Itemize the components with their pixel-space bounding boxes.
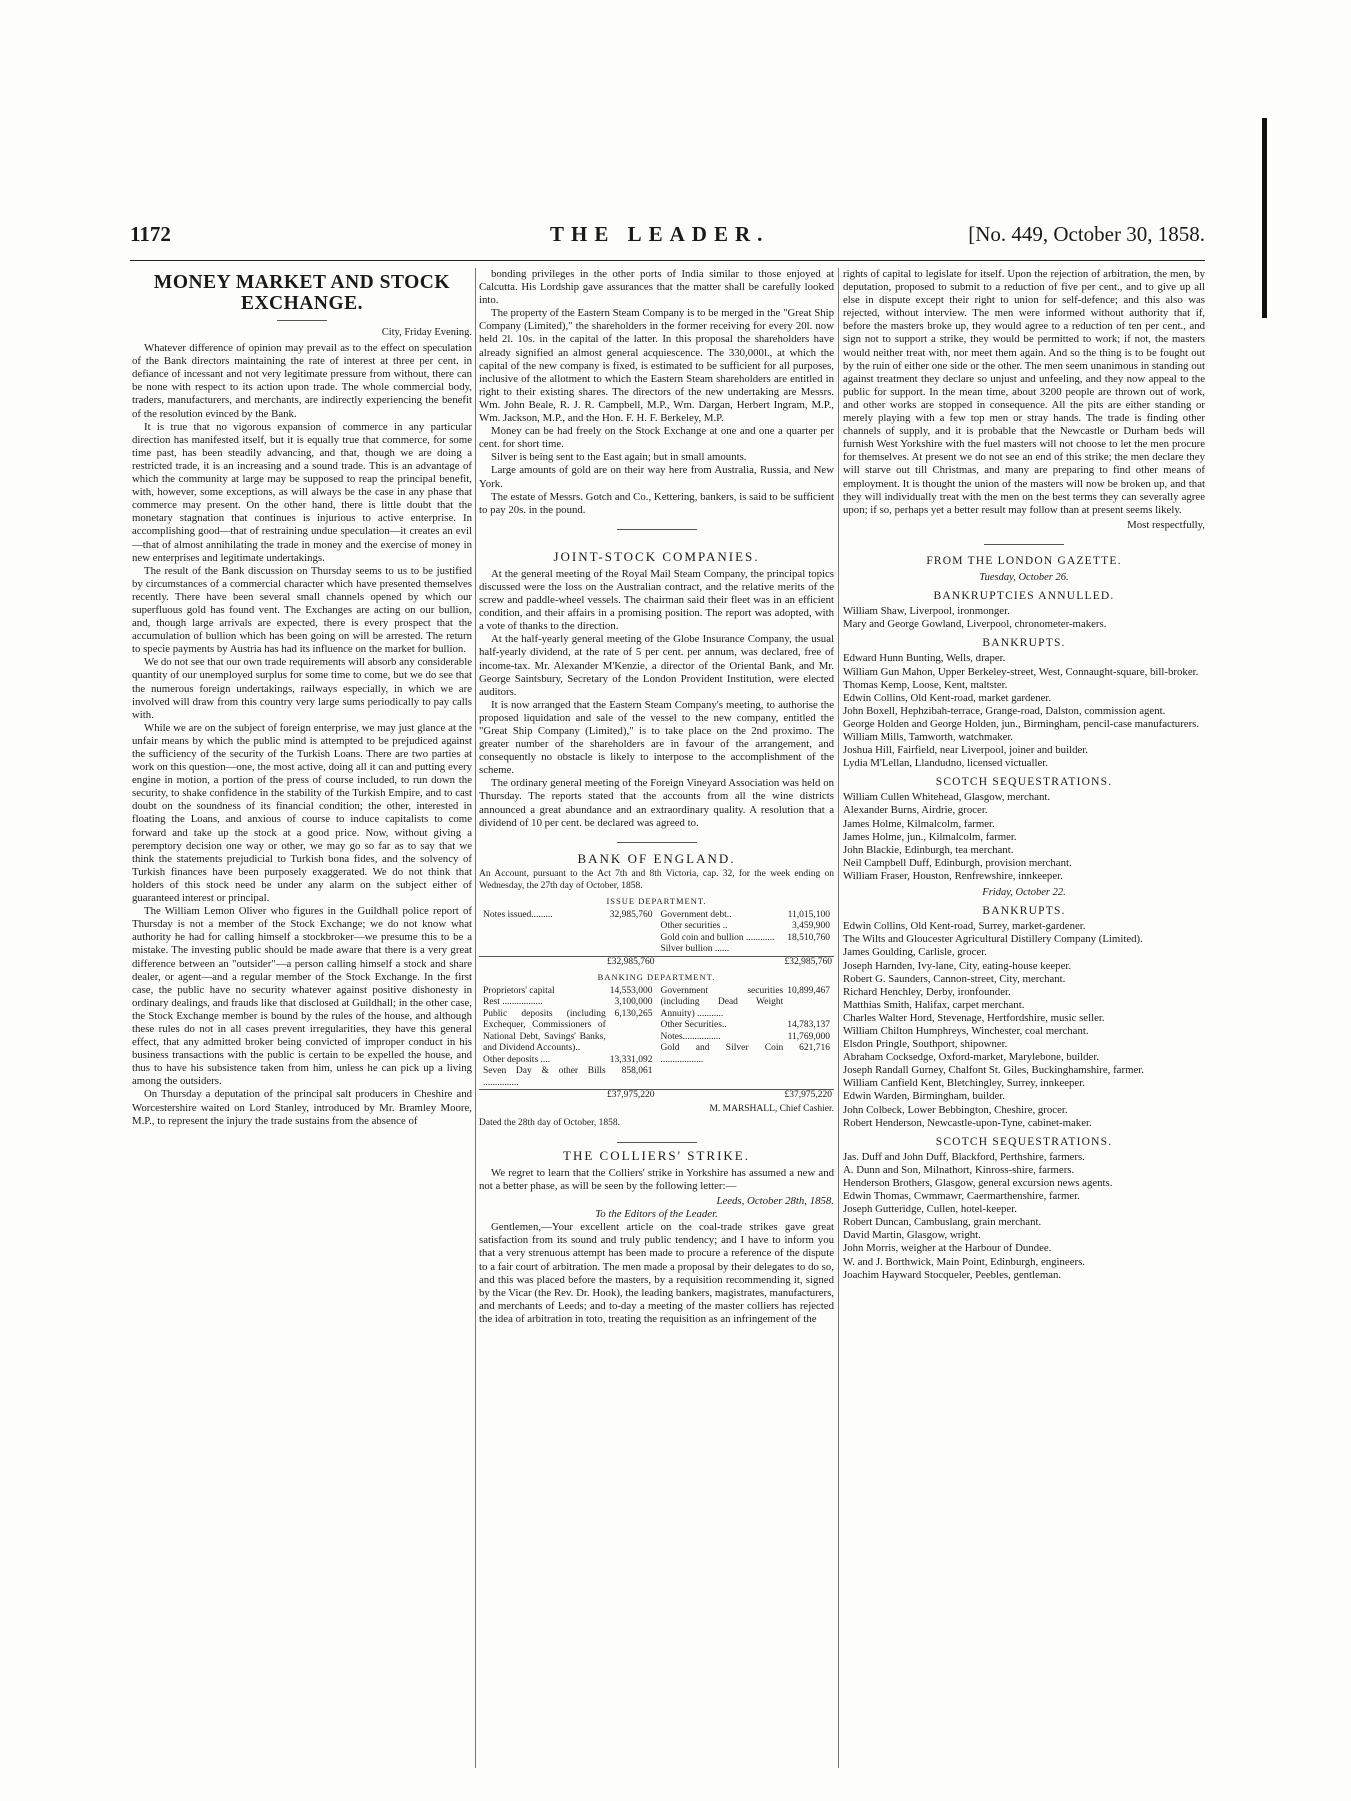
row-value: 6,130,265	[614, 1008, 653, 1019]
list-item: Richard Henchley, Derby, ironfounder.	[843, 985, 1011, 998]
list-item: John Boxell, Hephzibah-terrace, Grange-road, Dalston, commission agent.	[843, 704, 1166, 717]
page-number: 1172	[130, 222, 171, 246]
divider	[617, 842, 697, 843]
paragraph: Silver is being sent to the East again; but in small amounts.	[491, 451, 747, 464]
subsection-title: SCOTCH SEQUESTRATIONS.	[935, 1135, 1113, 1148]
list-item: Joseph Randall Gurney, Chalfont St. Giles, Buckinghamshire, farmer.	[843, 1064, 1144, 1077]
table-row	[659, 933, 833, 945]
table-row	[481, 1009, 655, 1055]
banking-department-title: BANKING DEPARTMENT.	[597, 972, 716, 983]
list	[843, 1151, 1205, 1282]
paragraph: Large amounts of gold are on their way here from Australia, Russia, and New York.	[479, 464, 834, 490]
list-item: William Cullen Whitehead, Glasgow, merchant.	[843, 791, 1051, 804]
issue-total-right: £32,985,760	[657, 956, 835, 968]
cashier-signature: M. MARSHALL, Chief Cashier.	[709, 1103, 834, 1114]
table-row	[481, 986, 655, 998]
list-item: Edwin Thomas, Cwmmawr, Caermarthenshire, farmer.	[843, 1190, 1080, 1203]
row-value: 18,510,760	[787, 932, 830, 943]
letter-body: Gentlemen,—Your excellent article on the coal-trade strikes gave great satisfaction from its sound and truly public tendency; and I have to inform you that a very strenuous attempt has been made to procure a reference of the dispute to a fair court of arbitration. The men made a proposal by their delegates to do so, and this was placed before the masters, by a requisition recommending it, signed by the Vicar (the Rev. Dr. Hook), the leading bankers, magistrates, manufacturers, and merchants of Leeds; and to-day a meeting of the master colliers has rejected the idea of arbitration in toto, treating the requisition as an infringement of the	[479, 1221, 834, 1325]
list-item: William Gun Mahon, Upper Berkeley-street, West, Connaught-square, bill-broker.	[843, 665, 1199, 678]
list-item: Robert Duncan, Cambuslang, grain merchant.	[843, 1216, 1042, 1229]
issue-table	[479, 910, 834, 969]
divider	[277, 320, 327, 321]
paragraph: Money can be had freely on the Stock Exchange at one and one a quarter per cent. for short time.	[479, 425, 834, 451]
row-value: 3,459,900	[792, 921, 830, 932]
list-item: William Fraser, Houston, Renfrewshire, innkeeper.	[843, 869, 1063, 882]
list-item: George Holden and George Holden, jun., Birmingham, pencil-case manufacturers.	[843, 717, 1200, 730]
list-item: William Shaw, Liverpool, ironmonger.	[843, 605, 1010, 618]
paragraph: The property of the Eastern Steam Company is to be merged in the "Great Ship Company (Limited)," the shareholders in the former receiving for every 20l. now held 2l. 10s. in the capital of the latter. In this proposal the shareholders have already signified an almost general acquiescence. The 330,000l., at which the capital of the new company is fixed, is estimated to be sufficient for all purposes, inclusive of the allotment to which the Eastern Steam shareholders are entitled in right to their existing shares. The directors of the new undertaking are Messrs. Wm. John Beale, R. J. R. Campbell, M.P., Wm. Dargan, Herbert Ingram, M.P., Wm. Jackson, M.P., and the Hon. F. H. F. Berkeley, M.P.	[479, 307, 834, 425]
row-value: 13,331,092	[609, 1054, 653, 1065]
row-value: 858,061	[621, 1066, 653, 1077]
list	[843, 920, 1205, 1130]
bank-intro: An Account, pursuant to the Act 7th and 8th Victoria, cap. 32, for the week ending on Wednesday, the 27th day of October, 1858.	[479, 869, 834, 891]
list-item: Thomas Kemp, Loose, Kent, maltster.	[843, 678, 1008, 691]
list-item: A. Dunn and Son, Milnathort, Kinross-shire, farmers.	[843, 1163, 1075, 1176]
table-row	[481, 1055, 655, 1067]
table-row	[659, 944, 833, 956]
list-item: Robert G. Saunders, Cannon-street, City, merchant.	[843, 972, 1066, 985]
list-item: Abraham Cocksedge, Oxford-market, Marylebone, builder.	[843, 1051, 1100, 1064]
list-item: Joseph Harnden, Ivy-lane, City, eating-house keeper.	[843, 959, 1072, 972]
paragraph: The result of the Bank discussion on Thursday seems to us to be justified by circumstances of a commercial character which have presented themselves recently. There have been several small channels opened by which our superfluous gold has found vent. The Exchanges are acting on our bullion, and, though large arrivals are expected, there is every prospect that the accumulation of bullion which has been going on will be arrested. The return to specie payments by Austria has had its influence on the market for bullion.	[132, 564, 472, 656]
row-value: 14,783,137	[787, 1020, 830, 1031]
subsection-title: BANKRUPTCIES ANNULLED.	[933, 590, 1115, 603]
table-row	[659, 910, 833, 922]
paragraph: While we are on the subject of foreign enterprise, we may just glance at the unfair means by which the public mind is attempted to be prejudiced against the sufficiency of the security of the Turkish Loans. There are two parties at work on this question—one, the most active, doing all it can and putting every engine in motion, a portion of the press of course included, to run down the security, to shake confidence in the stability of the Turkish Empire, and to cast doubt on the soundness of its financial condition; the other, interested in floating the Loans, and anxious of course to induce capitalists to come forward and take up the stock at a good price. Now, without giving a peremptory decision one way or other, we may go so far as to say that we think the statements prejudicial to Turkish bona fides, and the solvency of Turkish finances have been purposely exaggerated. We do not think that holders of this stock need be under any alarm on the subject either of guaranteed interest or principal.	[132, 721, 472, 905]
list-item: David Martin, Glasgow, wright.	[843, 1229, 981, 1242]
paragraph: It is true that no vigorous expansion of commerce in any particular direction has manifested itself, but it is equally true that commerce, for some time past, has been steadily advancing, and that, though we are doing a restricted trade, it is an increasing and a sound trade. This is an advantage of which the community at large may be supposed to reap the principal benefit, with, however, some exceptions, as will always be the case in any phase that commerce may present. On the other hand, there is little doubt that the monetary stagnation that continues is injurious to active enterprise. In accomplishing good—that of restraining undue speculation—it creates an evil—that of almost annihilating the trade in money and the exercise of money in new enterprises and legitimate undertakings.	[132, 420, 472, 564]
joint-stock-body	[479, 568, 834, 830]
column-rule	[838, 268, 839, 1768]
table-row	[659, 1020, 833, 1032]
row-value: 11,015,100	[787, 909, 830, 920]
row-label: Other Securities..	[660, 1020, 727, 1031]
scan-edge-mark	[1262, 118, 1267, 318]
column-money-market	[132, 268, 472, 1768]
row-value: 3,100,000	[614, 997, 653, 1008]
list-item: Edwin Warden, Birmingham, builder.	[843, 1090, 1006, 1103]
column-rule	[475, 268, 476, 1768]
paragraph: At the half-yearly general meeting of the Globe Insurance Company, the usual half-yearly dividend, at the rate of 5 per cent. per annum, was declared, free of income-tax. Mr. Alexander M'Kenzie, a director of the Oriental Bank, and Mr. George Saintsbury, Secretary of the London Provident Institution, were elected auditors.	[479, 633, 834, 698]
list-item: Elsdon Pringle, Southport, shipowner.	[843, 1038, 1008, 1051]
list-item: William Chilton Humphreys, Winchester, coal merchant.	[843, 1024, 1089, 1037]
strike-intro: We regret to learn that the Colliers' strike in Yorkshire has assumed a new and not a better phase, as will be seen by the following letter:—	[479, 1166, 834, 1192]
paragraph: bonding privileges in the other ports of India similar to those enjoyed at Calcutta. His Lordship gave assurances that the matter shall be carefully looked into.	[479, 268, 834, 307]
letter-closing: Most respectfully,	[1127, 518, 1205, 531]
list-item: James Holme, jun., Kilmalcolm, farmer.	[843, 830, 1017, 843]
section-title: THE COLLIERS' STRIKE.	[563, 1147, 750, 1163]
article-body	[479, 268, 834, 517]
table-row	[659, 921, 833, 933]
list-item: Matthias Smith, Halifax, carpet merchant.	[843, 998, 1025, 1011]
paragraph: On Thursday a deputation of the principal salt producers in Cheshire and Worcestershire waited on Lord Stanley, introduced by Mr. Bramley Moore, M.P., to represent the injury the trade sustains from the absence of	[132, 1088, 472, 1127]
list-item: John Blackie, Edinburgh, tea merchant.	[843, 843, 1014, 856]
dateline: City, Friday Evening.	[381, 327, 472, 338]
article-body	[132, 342, 472, 1128]
section-title: FROM THE LONDON GAZETTE.	[926, 554, 1122, 567]
row-value: 11,769,000	[787, 1031, 830, 1042]
subsection-title: BANKRUPTS.	[982, 637, 1066, 650]
list-item: Edward Hunn Bunting, Wells, draper.	[843, 652, 1006, 665]
row-label: Gold coin and bullion ............	[660, 932, 775, 943]
paragraph: Whatever difference of opinion may prevail as to the effect on speculation of the Bank directors maintaining the rate of interest at three per cent. in defiance of incessant and not very legitimate pressure from without, there can be none with respect to its action upon trade. The whole commercial body, traders, manufacturers, and merchants, are indirectly experiencing the benefit of the resolution evinced by the Bank.	[132, 342, 472, 420]
row-label: Other deposits ....	[483, 1054, 551, 1065]
list-item: Joseph Gutteridge, Cullen, hotel-keeper.	[843, 1203, 1017, 1216]
list-item: Charles Walter Hord, Stevenage, Hertfordshire, music seller.	[843, 1011, 1105, 1024]
section-title: JOINT-STOCK COMPANIES.	[553, 548, 760, 564]
list-item: William Mills, Tamworth, watchmaker.	[843, 731, 1014, 743]
banking-total-right: £37,975,220	[657, 1090, 835, 1102]
letter-continued: rights of capital to legislate for itself. Upon the rejection of arbitration, the men, by deputation, proposed to submit to a reduction of five per cent., and to give up all else in dispute except their right to union for self-defence; and this also was rejected, without interview. The men were informed without authority that if, before the masters broke up, they would agree to a reduction of ten per cent., and sign not to support a strike, they would be permitted to work; if not, the masters would neither treat with, nor meet them again. And so the thing is to be fought out by the ruin of either one side or the other. The men seem unanimous in standing out against treatment they declare so unjust and unfeeling, and they now appeal to the public for support. In the mean time, about 3200 people are thrown out of work, and other works are stopped in consequence. All the pits are either standing or merely playing with a few top men or stray hands. The trade is finding other channels of supply, and it is probable that the Newcastle or Durham beds will furnish West Yorkshire with the fuel masters will not choose to let the men procure for themselves. At present we do not see an end of this strike; the men declare they will starve out till Christmas, and many are preparing to find other means of employment. It is thought the union of the masters will now be broken up, and that they will individually treat with the men on the best terms they can severally agree upon; if so, perhaps yet a better result may follow than at present seems likely.	[843, 268, 1205, 516]
divider	[984, 544, 1064, 545]
issue-info: [No. 449, October 30, 1858.	[968, 222, 1205, 246]
row-label: Proprietors' capital	[483, 985, 555, 996]
table-row	[659, 986, 833, 1021]
list	[843, 791, 1205, 883]
table-row	[659, 1043, 833, 1066]
list-item: Edwin Collins, Old Kent-road, market gardener.	[843, 691, 1052, 704]
paragraph: The ordinary general meeting of the Foreign Vineyard Association was held on Thursday. The reports stated that the accounts from all the wine districts announced a great abundance and an extraordinary quality. A resolution that a dividend of 10 per cent. be declared was agreed to.	[479, 777, 834, 829]
bank-of-england-return	[479, 850, 834, 1130]
row-label: Public deposits (including Exchequer, Commissioners of National Debt, Savings' Banks, and Dividend Accounts)..	[483, 1008, 606, 1054]
list-item: Edwin Collins, Old Kent-road, Surrey, market-gardener.	[843, 920, 1086, 933]
bank-dated: Dated the 28th day of October, 1858.	[479, 1118, 621, 1129]
table-row	[481, 1066, 655, 1089]
page-header	[130, 220, 1205, 261]
column-middle	[479, 268, 834, 1768]
letter-dateline: Leeds, October 28th, 1858.	[716, 1195, 834, 1208]
list-item: Mary and George Gowland, Liverpool, chronometer-makers.	[843, 618, 1107, 631]
list	[843, 652, 1205, 770]
list-item: Joshua Hill, Fairfield, near Liverpool, joiner and builder.	[843, 744, 1088, 757]
section-title: BANK OF ENGLAND.	[577, 850, 736, 866]
row-value	[783, 944, 832, 956]
divider	[617, 529, 697, 530]
row-label: Government debt..	[660, 909, 732, 920]
issue-total-left: £32,985,760	[479, 956, 657, 968]
list-item: James Goulding, Carlisle, grocer.	[843, 946, 987, 959]
list-item: James Holme, Kilmalcolm, farmer.	[843, 817, 995, 830]
list-item: John Colbeck, Lower Bebbington, Cheshire, grocer.	[843, 1103, 1068, 1116]
banking-table	[479, 986, 834, 1102]
article-title: MONEY MARKET AND STOCK EXCHANGE.	[153, 272, 451, 314]
list-item: W. and J. Borthwick, Main Point, Edinburgh, engineers.	[843, 1255, 1086, 1268]
list-item: Alexander Burns, Airdrie, grocer.	[843, 804, 988, 817]
column-gazette	[843, 268, 1205, 1768]
list-item: Jas. Duff and John Duff, Blackford, Perthshire, farmers.	[843, 1150, 1085, 1163]
row-label: Other securities ..	[660, 921, 728, 932]
row-label: Seven Day & other Bills ...............	[483, 1066, 606, 1088]
list-item: Neil Campbell Duff, Edinburgh, provision merchant.	[843, 856, 1072, 869]
row-label: Rest .................	[483, 997, 543, 1008]
row-label: Silver bullion ......	[660, 944, 730, 955]
list-item: Henderson Brothers, Glasgow, general excursion news agents.	[843, 1177, 1113, 1189]
row-value: 621,716	[799, 1043, 830, 1054]
gazette-date: Friday, October 22.	[982, 887, 1066, 899]
list-item: Lydia M'Lellan, Llandudno, licensed victualler.	[843, 757, 1048, 770]
divider	[617, 1142, 697, 1143]
row-value: 10,899,467	[787, 985, 830, 996]
subsection-title: SCOTCH SEQUESTRATIONS.	[935, 776, 1113, 789]
list-item: William Canfield Kent, Bletchingley, Surrey, innkeeper.	[843, 1077, 1085, 1090]
subsection-title: BANKRUPTS.	[982, 905, 1066, 918]
row-label: Gold and Silver Coin ..................	[660, 1043, 784, 1065]
list-item: Robert Henderson, Newcastle-upon-Tyne, cabinet-maker.	[843, 1116, 1092, 1129]
row-label: Government securities (including Dead Weight Annuity) ...........	[660, 985, 784, 1019]
issue-department-title: ISSUE DEPARTMENT.	[606, 896, 707, 907]
paragraph: The estate of Messrs. Gotch and Co., Kettering, bankers, is said to be sufficient to pay 20s. in the pound.	[479, 490, 834, 516]
gazette-date: Tuesday, October 26.	[979, 571, 1069, 583]
paragraph: It is now arranged that the Eastern Steam Company's meeting, to authorise the proposed liquidation and sale of the vessel to the new company, entitled the "Great Ship Company (Limited)," is to take place on the 2nd proximo. The greater number of the shareholders are in favour of the arrangement, and consequently no obstacle is likely to interpose to the accomplishment of the scheme.	[479, 698, 834, 777]
publication-title: THE LEADER.	[550, 222, 770, 246]
paragraph: We do not see that our own trade requirements will absorb any considerable quantity of our unemployed surplus for some time to come, but we do see that the numerous foreign undertakings, railways especially, in which we are involved will draw from this country very large sums periodically to pay calls with.	[132, 656, 472, 721]
row-label: Notes................	[660, 1031, 721, 1042]
paragraph: The William Lemon Oliver who figures in the Guildhall police report of Thursday is not a member of the Stock Exchange; we do not know what authority he had for calling himself a stockbroker—we presume this to be a mistake. The investing public should be made aware that there is a very great difference between an "outsider"—a person calling himself a stock and share dealer, or agent—and a regular member of the Stock Exchange. In the first case, the public have no security whatever against positive dishonesty in ordinary dealings, and frauds like that disclosed at Guildhall; in the other case, the Stock Exchange member is bound by the rules of the house, and although these rules do not in all cases prevent irregularities, they have this general effect, that any admitted broker being convicted of improper conduct in his business transactions with the public is certain to be expelled the house, and thus to have his subsistence taken from him, unless he can pick up a living among the outsiders.	[132, 905, 472, 1088]
list	[843, 605, 1205, 631]
row-value: 14,553,000	[609, 985, 653, 996]
letter-address: To the Editors of the Leader.	[595, 1208, 718, 1221]
row-value: 32,985,760	[609, 909, 653, 920]
table-row	[659, 1032, 833, 1044]
paragraph: At the general meeting of the Royal Mail Steam Company, the principal topics discussed were the loss on the Australian contract, and the relative merits of the screw and paddle-wheel vessels. The chairman said their fleet was in an efficient condition, and their affairs in a promising position. The report was adopted, with a vote of thanks to the direction.	[479, 567, 834, 633]
table-row	[481, 997, 655, 1009]
list-item: Joachim Hayward Stocqueler, Peebles, gentleman.	[843, 1268, 1062, 1281]
table-row	[481, 910, 655, 922]
list-item: John Morris, weigher at the Harbour of Dundee.	[843, 1242, 1052, 1255]
list-item: The Wilts and Gloucester Agricultural Distillery Company (Limited).	[843, 933, 1143, 946]
banking-total-left: £37,975,220	[479, 1090, 657, 1102]
row-label: Notes issued.........	[483, 909, 553, 920]
